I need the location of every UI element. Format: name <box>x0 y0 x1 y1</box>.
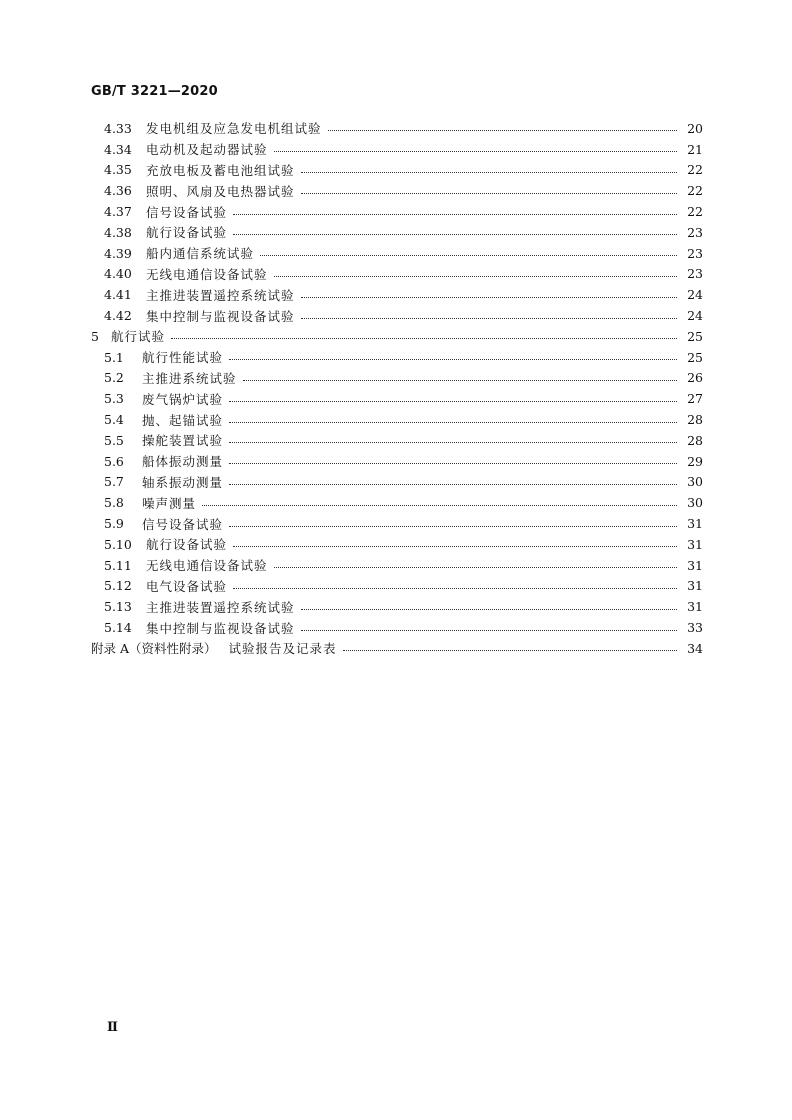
toc-entry-title: 船体振动测量 <box>142 454 224 470</box>
toc-entry-title: 集中控制与监视设备试验 <box>146 308 295 324</box>
toc-entry-page: 34 <box>687 640 703 656</box>
toc-entry-page: 28 <box>687 412 703 428</box>
toc-entry-title: 主推进系统试验 <box>142 370 237 386</box>
toc-entry-title: 试验报告及记录表 <box>228 641 337 657</box>
toc-entry-number: 5.3 <box>104 391 124 407</box>
toc-entry-page: 22 <box>687 162 703 178</box>
toc-entry-number: 5.7 <box>104 474 124 490</box>
toc-entry-number: 5.1 <box>104 349 124 365</box>
toc-entry[interactable] <box>91 513 703 534</box>
toc-entry-page: 27 <box>687 391 703 407</box>
toc-entry-page: 25 <box>687 328 703 344</box>
toc-entry[interactable] <box>91 326 703 347</box>
toc-entry-page: 31 <box>687 599 703 615</box>
toc-entry-number: 4.35 <box>104 162 132 178</box>
toc-entry-page: 23 <box>687 224 703 240</box>
toc-entry-number: 5.6 <box>104 453 124 469</box>
dot-leader <box>301 630 677 631</box>
toc-entry-number: 4.38 <box>104 224 132 240</box>
toc-entry-title: 信号设备试验 <box>146 204 228 220</box>
toc-entry-number: 5.2 <box>104 370 124 386</box>
toc-entry[interactable] <box>91 222 703 243</box>
toc-entry-number: 5 <box>91 328 99 344</box>
toc-entry-page: 31 <box>687 536 703 552</box>
toc-entry-number: 5.11 <box>104 557 132 573</box>
toc-entry-page: 24 <box>687 308 703 324</box>
toc-entry-number: 4.33 <box>104 120 132 136</box>
dot-leader <box>202 505 677 506</box>
toc-entry-title: 无线电通信设备试验 <box>146 266 268 282</box>
dot-leader <box>229 526 677 527</box>
toc-entry[interactable] <box>91 284 703 305</box>
toc-entry-number: 5.8 <box>104 495 124 511</box>
toc-entry[interactable] <box>91 388 703 409</box>
toc-entry-number: 5.4 <box>104 412 124 428</box>
toc-entry-number: 4.37 <box>104 204 132 220</box>
dot-leader <box>274 276 677 277</box>
toc-entry-page: 23 <box>687 266 703 282</box>
toc-entry-number: 4.40 <box>104 266 132 282</box>
toc-entry-title: 噪声测量 <box>142 495 197 511</box>
toc-entry-title: 主推进装置遥控系统试验 <box>146 599 295 615</box>
page-number: Ⅱ <box>107 1020 118 1035</box>
toc-entry-page: 30 <box>687 495 703 511</box>
toc-entry[interactable] <box>91 409 703 430</box>
toc-entry-page: 20 <box>687 120 703 136</box>
dot-leader <box>301 318 677 319</box>
toc-entry-title: 抛、起锚试验 <box>142 412 224 428</box>
dot-leader <box>229 463 677 464</box>
toc-entry-title: 航行设备试验 <box>146 537 228 553</box>
toc-entry-number: 5.10 <box>104 536 132 552</box>
dot-leader <box>301 193 677 194</box>
toc-entry[interactable] <box>91 243 703 264</box>
toc-entry-number: 4.39 <box>104 245 132 261</box>
toc-entry-number: 5.5 <box>104 432 124 448</box>
toc-entry-number: 4.41 <box>104 287 132 303</box>
toc-entry-page: 31 <box>687 578 703 594</box>
toc-entry-title: 航行设备试验 <box>146 225 228 241</box>
toc-entry-number: 5.9 <box>104 516 124 532</box>
toc-entry[interactable] <box>91 430 703 451</box>
toc-entry[interactable] <box>91 180 703 201</box>
toc-entry-page: 26 <box>687 370 703 386</box>
dot-leader <box>301 297 677 298</box>
toc-entry-number: 5.14 <box>104 620 132 636</box>
dot-leader <box>243 380 677 381</box>
toc-entry-page: 29 <box>687 453 703 469</box>
toc-entry-number: 5.13 <box>104 599 132 615</box>
toc-entry-title: 电动机及起动器试验 <box>146 142 268 158</box>
toc-entry[interactable] <box>91 118 703 139</box>
toc-entry-number: 4.34 <box>104 141 132 157</box>
toc-entry-title: 电气设备试验 <box>146 578 228 594</box>
toc-entry-title: 主推进装置遥控系统试验 <box>146 287 295 303</box>
toc-entry-number: 4.36 <box>104 183 132 199</box>
toc-entry-title: 充放电板及蓄电池组试验 <box>146 162 295 178</box>
toc-entry-title: 照明、风扇及电热器试验 <box>146 183 295 199</box>
dot-leader <box>233 588 677 589</box>
toc-entry-number: 5.12 <box>104 578 132 594</box>
toc-entry-title: 船内通信系统试验 <box>146 246 255 262</box>
toc-entry-title: 航行试验 <box>111 329 166 345</box>
toc-entry[interactable] <box>91 617 703 638</box>
toc-entry[interactable] <box>91 139 703 160</box>
toc-entry-page: 31 <box>687 557 703 573</box>
dot-leader <box>274 567 677 568</box>
toc-entry[interactable] <box>91 160 703 181</box>
toc-entry-page: 22 <box>687 204 703 220</box>
toc-entry-page: 23 <box>687 245 703 261</box>
dot-leader <box>301 172 677 173</box>
toc-entry[interactable] <box>91 305 703 326</box>
toc-entry[interactable] <box>91 347 703 368</box>
toc-entry-page: 24 <box>687 287 703 303</box>
dot-leader <box>229 401 677 402</box>
toc-entry-page: 33 <box>687 620 703 636</box>
dot-leader <box>274 151 677 152</box>
toc-entry[interactable] <box>91 451 703 472</box>
toc-entry[interactable] <box>91 555 703 576</box>
dot-leader <box>229 359 677 360</box>
toc-entry-title: 集中控制与监视设备试验 <box>146 620 295 636</box>
dot-leader <box>233 214 677 215</box>
toc-entry-title: 航行性能试验 <box>142 350 224 366</box>
toc-entry[interactable] <box>91 492 703 513</box>
toc-entry-title: 轴系振动测量 <box>142 474 224 490</box>
toc-entry-number: 附录 A（资料性附录） <box>91 641 217 657</box>
dot-leader <box>229 484 677 485</box>
toc-entry-page: 31 <box>687 516 703 532</box>
toc-entry[interactable] <box>91 201 703 222</box>
toc-entry-page: 21 <box>687 141 703 157</box>
toc-entry[interactable] <box>91 576 703 597</box>
toc-entry-title: 无线电通信设备试验 <box>146 558 268 574</box>
toc-entry-page: 28 <box>687 432 703 448</box>
toc-entry-page: 25 <box>687 349 703 365</box>
toc-entry-page: 22 <box>687 183 703 199</box>
toc-entry-title: 废气锅炉试验 <box>142 391 224 407</box>
toc-entry[interactable] <box>91 264 703 285</box>
dot-leader <box>171 338 677 339</box>
dot-leader <box>328 130 677 131</box>
dot-leader <box>260 255 677 256</box>
toc-entry-number: 4.42 <box>104 308 132 324</box>
dot-leader <box>229 422 677 423</box>
standard-code-header: GB/T 3221—2020 <box>91 84 218 99</box>
toc-entry[interactable] <box>91 534 703 555</box>
toc-entry[interactable] <box>91 638 703 659</box>
toc-entry-title: 信号设备试验 <box>142 516 224 532</box>
dot-leader <box>343 650 677 651</box>
toc-entry[interactable] <box>91 472 703 493</box>
toc-entry-title: 发电机组及应急发电机组试验 <box>146 121 322 137</box>
toc-entry[interactable] <box>91 596 703 617</box>
toc-entry-page: 30 <box>687 474 703 490</box>
dot-leader <box>301 609 677 610</box>
table-of-contents <box>91 118 703 659</box>
toc-entry[interactable] <box>91 368 703 389</box>
dot-leader <box>229 442 677 443</box>
dot-leader <box>233 546 677 547</box>
dot-leader <box>233 234 677 235</box>
toc-entry-title: 操舵装置试验 <box>142 433 224 449</box>
